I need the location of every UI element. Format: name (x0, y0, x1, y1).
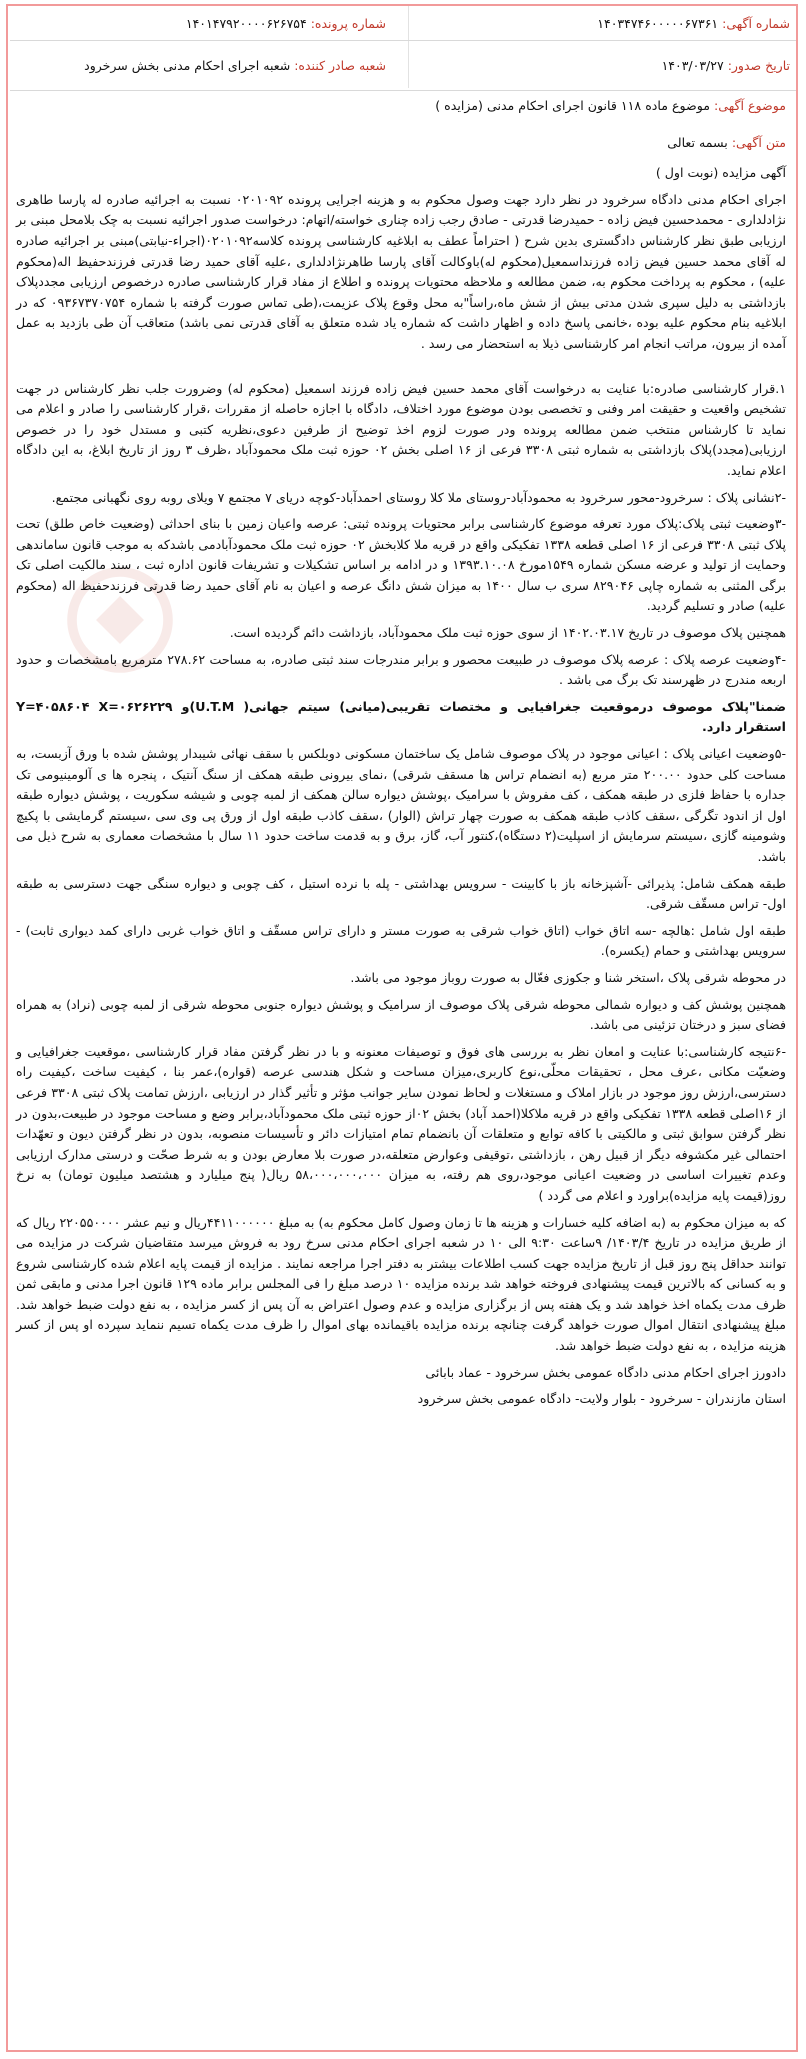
case-number: ۱۴۰۱۴۷۹۲۰۰۰۰۶۲۶۷۵۴ (185, 16, 307, 31)
subject-text: موضوع ماده ۱۱۸ قانون اجرای احکام مدنی (مزایده ) (435, 98, 710, 113)
case-number-label: شماره پرونده: (310, 16, 386, 31)
signature-line-2: استان مازندران - سرخرود - بلوار ولایت- دادگاه عمومی بخش سرخرود (417, 1391, 786, 1407)
paragraph-building: -۵وضعیت اعیانی پلاک : اعیانی موجود در پلاک موصوف شامل یک ساختمان مسکونی دوبلکس با سقف نهائی شیبدار پوشش شده با ورق آزبست، به مساحت کلی حدود ۲۰۰.۰۰ متر مربع (به انضمام تراس ها مسقف شرقی) ،نمای بیرونی طبقه همکف از سنگ آنتیک ، پنجره ها ی آلومینیومی تک جداره با حفاظ فلزی در طبقه همکف ، کف مفروش با سرامیک ،پوشش دیواره سالن همکف از لمبه چوبی و شیشه سکوریت ، پوشش دیواره طبقه اول از اندود تگرگی ،سقف کاذب طبقه همکف به صورت چهار تراش (الوار) ،سقف کاذب طبقه اول از ورق پی وی سی ،سیستم گرمایشی با پکیچ وشومینه گازی ،سیستم سرمایش از اسپلیت(۲ دستگاه)،کنتور آب، گاز، برق و به قدمت ساخت حدود ۱۱ سال با مشخصات معماری به شرح ذیل می باشد. (16, 746, 786, 864)
header-rule-2 (10, 90, 796, 91)
paragraph-land: -۴وضعیت عرصه پلاک : عرصه پلاک موصوف در طبیعت محصور و برابر مندرجات سند ثبتی صادره، به مساحت ۲۷۸.۶۲ مترمربع بامشخصات و حدود اربعه مندرج در ظهرسند تک برگ می باشد . (16, 651, 786, 688)
document-body (16, 96, 786, 2046)
paragraph-first-floor: طبقه اول شامل :هالچه -سه اتاق خواب (اتاق خواب شرقی به صورت مستر و دارای تراس مسقّف و اتاق خواب غربی دارای کمد دیواری ثابت) - سرویس بهداشتی و حمام (یکسره). (16, 922, 786, 959)
paragraph-yard: همچنین پوشش کف و دیواره شمالی محوطه شرقی پلاک موصوف از سرامیک و پوشش دیواره جنوبی محوطه شرقی از لمبه چوبی (نراد) به همراه فضای سبز و درختان تزئینی می باشد. (16, 996, 786, 1033)
paragraph-seizure: همچنین پلاک موصوف در تاریخ ۱۴۰۲.۰۳.۱۷ از سوی حوزه ثبت ملک محمودآباد، بازداشت دائم گردیده است. (229, 625, 786, 641)
paragraph-intro: اجرای احکام مدنی دادگاه سرخرود در نظر دارد جهت وصول محکوم به و هزینه اجرایی پرونده ۰۲۰۱۰۹۲ نسبت به اجرائیه صادره له پارسا طاهری نژادلداری - محمدحسین فیض زاده - حمیدرضا قدرتی - صادق رجب زاده چناری خواسته/اتهام: درخواست صدور اجرائیه نسبت به چک بلامحل مبنی بر ارزیابی طبق نظر کارشناس دادگستری بدین شرح ( احتراماً عطف به ابلاغیه کارشناسی پرونده کلاسه۰۲۰۱۰۹۲(اجراء-نیابتی)مبنی بر اجرائیه صادره له آقای محمد حسین فیض زاده فرزنداسمعیل(محکوم له)باوکالت آقای پارسا طاهرنژادلداری ،علیه آقای حمید رضا قدرتی فرزندحفیظ اله(محکوم علیه) ، محکوم به پرداخت محکوم به، ضمن مطالعه و ملاحظه محتویات پرونده و اطلاع از مفاد قرار کارشناسی صادره درخصوص ارزیابی مجددپلاک بازداشتی به دلیل سپری شدن مدتی بیش از شش ماه،راساً"به محل وقوع پلاک عزیمت،(طی تماس صورت گرفته با شماره ۰۹۳۶۷۳۷۰۷۵۴ که در ابلاغیه بنام محکوم علیه بوده ،خانمی پاسخ داده و اظهار داشت که شماره یاد شده متعلق به آقای قدرتی نمی باشد) متعاقب آن طی بازدید به عمل آمده از بیرون، مراتب انجام امر کارشناسی ذیلا به استحضار می رسد . (16, 191, 787, 351)
branch: شعبه اجرای احکام مدنی بخش سرخرود (84, 58, 291, 73)
ad-text-line (16, 133, 786, 154)
paragraph-ground-floor: طبقه همکف شامل: پذیرائی -آشپزخانه باز با کابینت - سرویس بهداشتی - پله با نرده استیل ، کف چوبی و دیواره سنگی جهت دسترسی به طبقه اول- تراس مسقّف شرقی. (16, 875, 786, 912)
paragraph-registry: -۳وضعیت ثبتی پلاک:پلاک مورد تعرفه موضوع کارشناسی برابر محتویات پرونده ثبتی: عرصه واعیان زمین با بنای احداثی (وضعیت خاص طلق) تحت پلاک ثبتی ۳۳۰۸ فرعی از ۱۶ اصلی قطعه ۱۳۳۸ تفکیکی واقع در قریه ملا کلابخش ۰۲ حوزه ثبت ملک محمودآبادمی باشدکه به موجب قانون ساماندهی وحمایت از تولید و عرضه مسکن شماره ۱۵۴۹مورخ ۱۳۹۳.۱۰.۰۸ و در ادامه بر اساس تشکیلات و تشریفات قانون اداره ثبت ، سند مالکیت اصلی تک برگی المثنی به شماره چاپی ۸۲۹۰۴۶ سری ب سال ۱۴۰۰ به میزان شش دانگ عرصه و اعیان به نام آقای حمید رضا قدرتی فرزندحفیظ اله (محکوم علیه) صادر و تسلیم گردید. (16, 516, 786, 614)
branch-label: شعبه صادر کننده: (294, 58, 386, 73)
paragraph-coordinates: ضمنا"پلاک موصوف درموقعیت جغرافیایی و مختصات تقریبی(میانی) سیتم جهانی( U.T.M)و Y=۴۰۵۸۶۰۴ X=۰۶۲۶۲۲۹ استقرار دارد. (16, 698, 786, 735)
ad-number-label: شماره آگهی: (722, 16, 790, 31)
paragraph-order: ۱.قرار کارشناسی صادره:با عنایت به درخواست آقای محمد حسین فیض زاده فرزند اسمعیل (محکوم له) وضرورت جلب نظر کارشناس در جهت تشخیص واقعیت و حقیقت امر وفنی و تخصصی بودن موضوع مورد اختلاف، دادگاه با اجازه حاصله از مقررات ،قرار کارشناسی را صادر و اعلام می نماید تا کارشناس منتخب ضمن مطالعه پرونده ودر صورت لزوم اخذ توضیح از طرفین دعوی،نظریه کتبی و مستدل خود را در خصوص ارزیابی(مجدد)پلاک بازداشتی به شماره ثبتی ۳۳۰۸ فرعی از ۱۶ اصلی بخش ۰۲ حوزه ثبت ملک محمودآباد ،ظرف ۳ روز از تاریخ ابلاغ، به این دادگاه اعلام نماید. (16, 380, 786, 478)
paragraph-auction-terms: که به میزان محکوم به (به اضافه کلیه خسارات و هزینه ها تا زمان وصول کامل محکوم به) به مبلغ ۴۴۱۱۰۰۰۰۰۰ریال و نیم عشر ۲۲۰۵۵۰۰۰۰ ریال که از طریق مزایده در تاریخ ۱۴۰۳/۴/ ۹ساعت ۹:۳۰ الی ۱۰ در شعبه اجرای احکام مدنی سرخ رود به فروش میرسد متقاضیان شرکت در مزایده می توانند حداقل پنج روز قبل از تاریخ مزایده جهت کسب اطلاعات بیشتر به دفتر اجرا مراجعه نمایند . مزایده از قیمت پایه اعلام شده کارشناسی شروع و به کسانی که بالاترین قیمت پیشنهادی فروخته خواهد شد برنده مزایده ۱۰ درصد مبلغ را فی المجلس برابر ماده ۱۲۹ قانون اجرا مدنی و مابقی ثمن ظرف مدت یکماه اخذ خواهد شد و یک هفته پس از برگزاری مزایده و عدم وصول اعتراض به آن پس از کسر مزایده ، به نفع دولت ضبط خواهد شد. مبلغ پیشنهادی انتقال اموال صورت خواهد گرفت چنانچه برنده مزایده باقیمانده بهای اموال را ظرف مدت یکماه تسیم ننماید سپرده او پس از کسر هزینه مزایده ، به نفع دولت ضبط خواهد شد. (16, 1214, 787, 1354)
subject-label: موضوع آگهی: (713, 98, 786, 113)
branch-row (84, 58, 386, 73)
ad-text: بسمه تعالی (667, 134, 728, 150)
ad-number: ۱۴۰۳۴۷۴۶۰۰۰۰۰۶۷۳۶۱ (597, 16, 719, 31)
issue-date-label: تاریخ صدور: (727, 58, 790, 73)
ad-text-label: متن آگهی: (731, 134, 786, 150)
issue-date: ۱۴۰۳/۰۳/۲۷ (661, 58, 724, 73)
paragraph-address: -۲نشانی پلاک : سرخرود-محور سرخرود به محمودآباد-روستای ملا کلا روستای احمدآباد-کوچه دریای ۷ مجتمع ۷ ویلای روبه روی نگهبانی مجتمع. (51, 489, 786, 505)
auction-title: آگهی مزایده (نوبت اول ) (655, 165, 786, 181)
paragraph-valuation: -۶نتیجه کارشناسی:با عنایت و امعان نظر به بررسی های فوق و توصیفات معنونه و با در نظر گرفتن مفاد قرار کارشناسی ،موقعیت جغرافیایی و وضعیّت مکانی ،عرف محل ، تحقیقات محلّی،نوع کاربری،میزان مساحت و شکل هندسی عرصه (قواره)،عمر بنا ، کیفیت ساخت ،کیفیت راه دسترسی،ارزش روز موجود در بازار املاک و مستغلات و لحاظ نمودن سایر جوانب مؤثر و تأثیر گذار در ارزیابی ،ارزش تمامت پلاک ثبتی ۳۳۰۸ فرعی از ۱۶اصلی قطعه ۱۳۳۸ تفکیکی واقع در قریه ملاکلا(احمد آباد) بخش ۰۲از حوزه ثبتی ملک محمودآباد،برابر وضع و مساحت موجود در طبیعت،بدون در نظر گرفتن سوابق ثبتی و مالکیتی با کافه توابع و متعلقات آن بانضمام تمام امتیازات دائر و تأسیسات منصوبه، بدون در نظر گرفتن دیون و تعهّدات احتمالی غیر مکشوفه دیگر از قبیل رهن ، بازداشتی ،توقیفی وعوارض متعلقه،در صورت بلا معارض بودن و به شرط صحّت و درستی مدارک ارزیابی وعدم تغییرات اساسی در وضعیت اعیانی موجود،روی هم رفته، به میزان ۵۸،۰۰۰،۰۰۰،۰۰۰ ریال( پنج میلیارد و هشتصد میلیون تومان) به نرخ روز(قیمت پایه مزایده)براورد و اعلام می گردد ) (16, 1043, 786, 1203)
subject-line (16, 96, 786, 117)
paragraph-pool: در محوطه شرقی پلاک ،استخر شنا و جکوزی فعّال به صورت روباز موجود می باشد. (350, 969, 786, 985)
header (8, 6, 796, 90)
case-number-row (186, 16, 386, 31)
header-divider (408, 6, 409, 88)
header-rule-1 (10, 40, 796, 41)
issue-date-row (662, 58, 790, 73)
ad-number-row (597, 16, 790, 31)
signature-line-1: دادورز اجرای احکام مدنی دادگاه عمومی بخش سرخرود - عماد بابائی (425, 1364, 786, 1380)
